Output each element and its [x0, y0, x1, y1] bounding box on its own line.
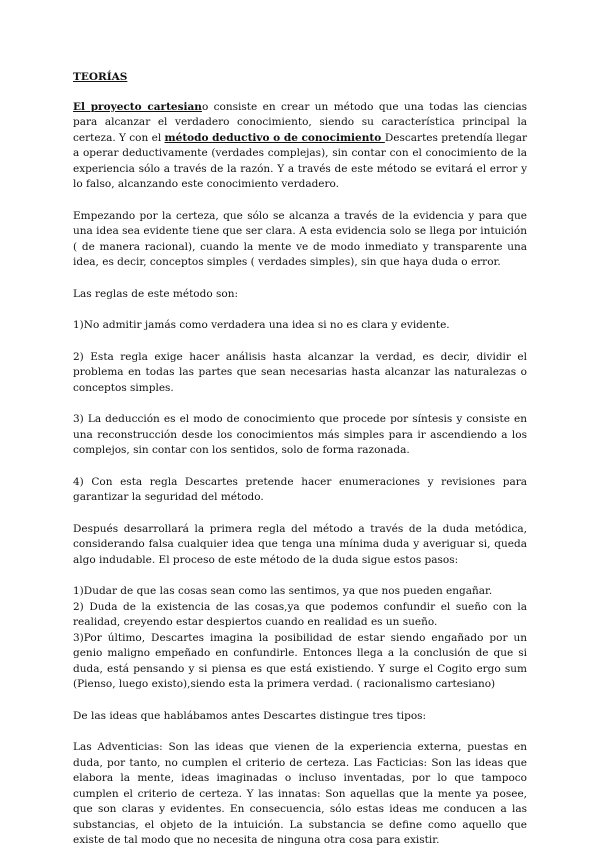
doubt-step-1: 1)Dudar de que las cosas sean como las sentimos, ya que nos pueden engañar. [73, 585, 493, 597]
doubt-step-2: 2) Duda de la existencia de las cosas,ya que podemos confundir el sueño con la realidad, creyendo estar despiertos cuando en realidad es un sueño. [73, 600, 527, 628]
paragraph-text: Descartes pretendía llegar a operar deductivamente (verdades complejas), sin contar con el conocimiento de la experiencia sólo a través de la razón. Y a través de este método se evitará el error y lo falso, alcanzando este conocimiento verdadero. [73, 131, 528, 190]
rule-1: 1)No admitir jamás como verdadera una idea si no es clara y evidente. [73, 319, 450, 331]
paragraph-text: o consiste en crear un método que una todas las ciencias para alcanzar el verdadero conocimiento, siendo su característica principal la certeza. Y con el [73, 100, 527, 144]
doubt-step-3: 3)Por último, Descartes imagina la posibilidad de estar siendo engañado por un genio maligno empeñado en confundirle. Entonces llega a la conclusión de que si duda, está pensando y si piensa es que está existiendo. Y surge el Cogito ergo sum (Pienso, luego existo),siendo esta la primera verdad. ( racionalismo cartesiano) [73, 631, 527, 690]
document-body [73, 70, 527, 865]
paragraph-proyecto-cartesiano [73, 100, 527, 193]
term-proyecto-cartesiano: El proyecto cartesian [73, 100, 202, 113]
paragraph-tipos-ideas: De las ideas que hablábamos antes Descartes distingue tres tipos: [73, 709, 427, 722]
paragraph-reglas-intro: Las reglas de este método son: [73, 287, 239, 300]
page-title: TEORÍAS [73, 71, 128, 83]
rule-4: 4) Con esta regla Descartes pretende hacer enumeraciones y revisiones para garantizar la seguridad del método. [73, 475, 527, 503]
term-metodo-deductivo: método deductivo o de conocimiento [164, 131, 385, 144]
paragraph-certeza: Empezando por la certeza, que sólo se alcanza a través de la evidencia y para que una idea sea evidente tiene que ser clara. A esta evidencia solo se llega por intuición ( de manera racional), cuando la mente ve de modo inmediato y transparente una idea, es decir, conceptos simples ( verdades simples), sin que haya duda o error. [73, 209, 527, 268]
paragraph-ideas-definitions: Las Adventicias: Son las ideas que vienen de la experiencia externa, puestas en duda, por tanto, no cumplen el criterio de certeza. Las Facticias: Son las ideas que elabora la mente, ideas imaginadas o incluso inventadas, por lo que tampoco cumplen el criterio de certeza. Y las innatas: Son aquellas que la mente ya posee, que son claras y evidentes. En consecuencia, sólo estas ideas me conducen a las substancias, el objeto de la intuición. La substancia se define como aquello que existe de tal modo que no necesita de ninguna otra cosa para existir. [73, 741, 527, 846]
rule-3: 3) La deducción es el modo de conocimiento que procede por síntesis y consiste en una reconstrucción desde los conocimientos más simples para ir ascendiendo a los complejos, sin contar con los sentidos, solo de forma razonada. [73, 413, 527, 456]
rule-2: 2) Esta regla exige hacer análisis hasta alcanzar la verdad, es decir, dividir el problema en todas las partes que sean necesarias hasta alcanzar las naturalezas o conceptos simples. [73, 350, 527, 394]
paragraph-duda-metodica: Después desarrollará la primera regla del método a través de la duda metódica, considerando falsa cualquier idea que tenga una mínima duda y averiguar si, queda algo indudable. El proceso de este método de la duda sigue estos pasos: [73, 522, 527, 566]
